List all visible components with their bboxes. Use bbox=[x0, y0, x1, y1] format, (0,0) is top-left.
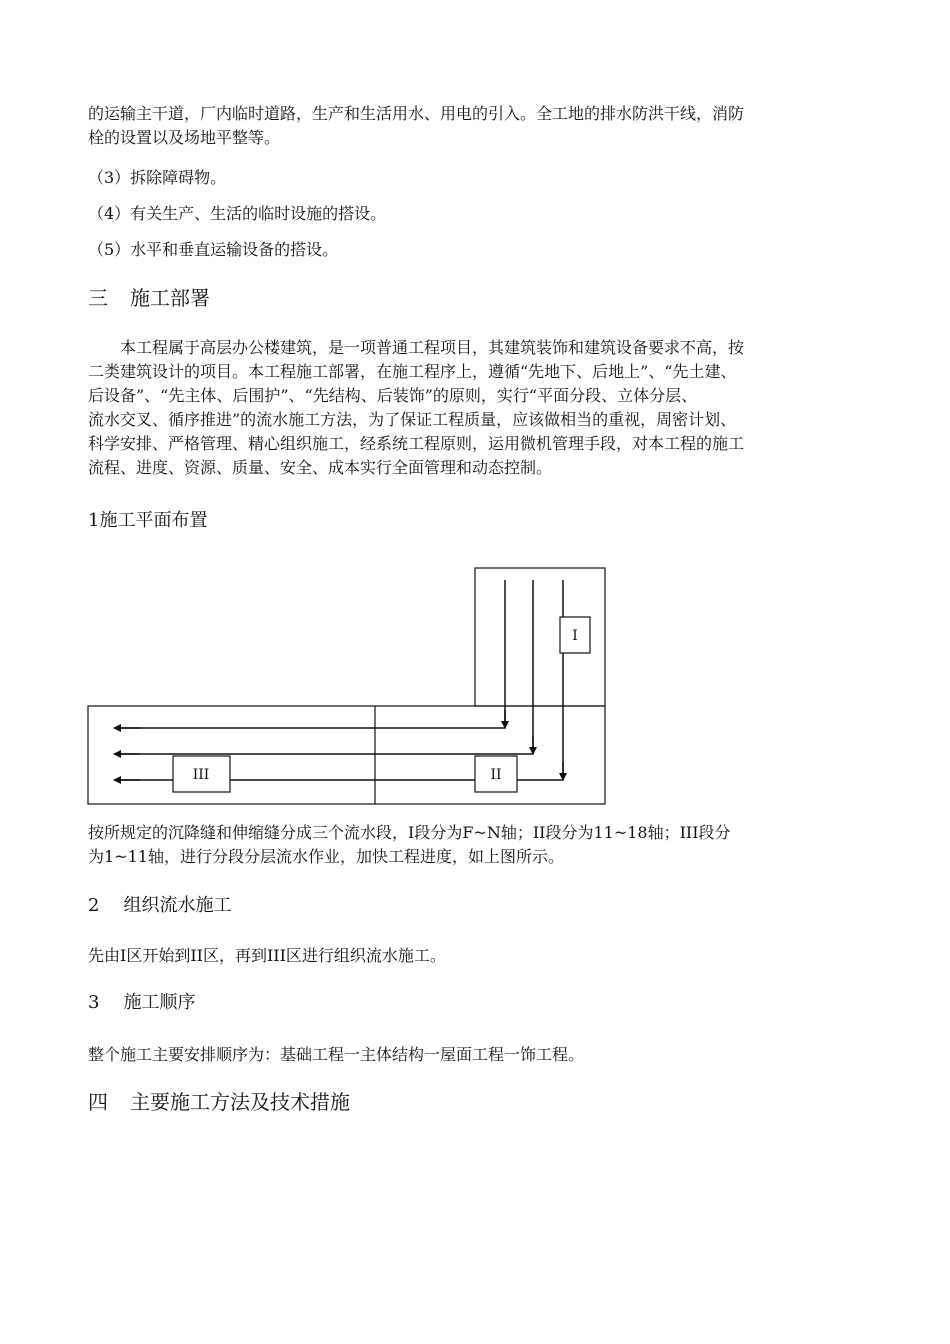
paragraph-line: 流水交叉、循序推进”的流水施工方法，为了保证工程质量，应该做相当的重视，周密计划、 bbox=[88, 410, 737, 429]
zone-I-label: I bbox=[572, 628, 578, 644]
section-title: 主要施工方法及技术措施 bbox=[130, 1090, 350, 1114]
subsection-heading-1: 1施工平面布置 bbox=[88, 510, 208, 531]
subsection-title: 组织流水施工 bbox=[123, 895, 232, 916]
section-heading-3 bbox=[88, 284, 210, 312]
subsection-title: 施工顺序 bbox=[123, 992, 196, 1013]
list-item: （5）水平和垂直运输设备的搭设。 bbox=[88, 240, 339, 259]
intro-line-1: 的运输主干道，厂内临时道路，生产和生活用水、用电的引入。全工地的排水防洪干线，消防 bbox=[88, 104, 745, 123]
caption-line-2: 为1~11轴，进行分段分层流水作业，加快工程进度，如上图所示。 bbox=[88, 847, 564, 866]
list-item: （4）有关生产、生活的临时设施的搭设。 bbox=[88, 204, 387, 223]
paragraph-line: 二类建筑设计的项目。本工程施工部署，在施工程序上，遵循“先地下、后地上”、“先土建、 bbox=[88, 362, 737, 381]
intro-line-2: 栓的设置以及场地平整等。 bbox=[88, 128, 281, 147]
zone-III-label: III bbox=[192, 767, 210, 783]
paragraph-line: 流程、进度、资源、质量、安全、成本实行全面管理和动态控制。 bbox=[88, 458, 553, 477]
paragraph-line: 本工程属于高层办公楼建筑，是一项普通工程项目，其建筑装饰和建筑设备要求不高，按 bbox=[120, 338, 745, 357]
subsection-heading-3 bbox=[88, 990, 195, 1016]
subsection-number: 2 bbox=[88, 895, 100, 916]
section-number: 四 bbox=[88, 1090, 108, 1114]
list-item: （3）拆除障碍物。 bbox=[88, 168, 227, 187]
section-heading-4 bbox=[88, 1088, 350, 1116]
caption-line-1: 按所规定的沉降缝和伸缩缝分成三个流水段，I段分为F~N轴；II段分为11~18轴；III段分 bbox=[88, 823, 731, 842]
subsection-body-3: 整个施工主要安排顺序为：基础工程一主体结构一屋面工程一饰工程。 bbox=[88, 1045, 585, 1064]
zone-II-label: II bbox=[490, 767, 502, 783]
section-title: 施工部署 bbox=[130, 286, 210, 310]
section-number: 三 bbox=[88, 286, 108, 310]
zone-bottom-outline bbox=[88, 706, 605, 804]
subsection-body-2: 先由I区开始到II区，再到III区进行组织流水施工。 bbox=[88, 946, 446, 965]
subsection-number: 3 bbox=[88, 992, 100, 1013]
paragraph-line: 科学安排、严格管理、精心组织施工，经系统工程原则，运用微机管理手段，对本工程的施工 bbox=[88, 434, 745, 453]
paragraph-line: 后设备”、“先主体、后围护”、“先结构、后装饰”的原则，实行“平面分段、立体分层、 bbox=[88, 386, 698, 405]
construction-flow-diagram bbox=[80, 560, 620, 810]
subsection-heading-2 bbox=[88, 893, 231, 919]
flow-arrow-3 bbox=[120, 580, 563, 780]
